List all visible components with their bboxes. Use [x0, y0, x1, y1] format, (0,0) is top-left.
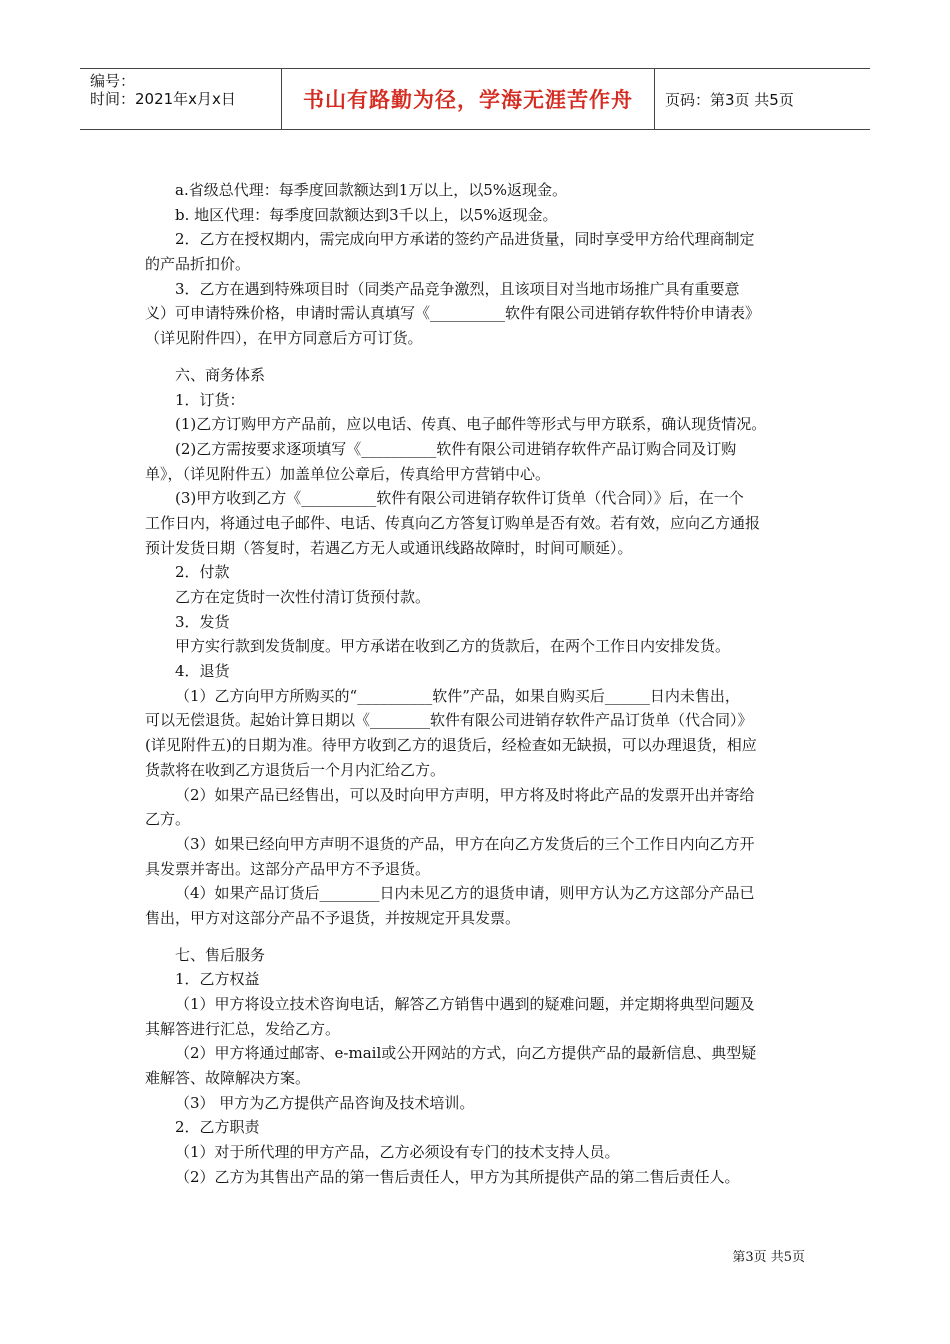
body-text-line: a.省级总代理：每季度回款额达到1万以上，以5%返现金。	[175, 181, 568, 199]
body-text-line: (2)乙方需按要求逐项填写《__________软件有限公司进销存软件产品订购合同及订购	[175, 439, 737, 458]
header-meta	[80, 69, 282, 129]
body-text-line: 预计发货日期（答复时，若遇乙方无人或通讯线路故障时，时间可顺延）。	[145, 538, 633, 557]
document-body	[145, 178, 813, 1190]
body-text-line: 乙方在定货时一次性付清订货预付款。	[175, 588, 431, 606]
body-text-line: 甲方实行款到发货制度。甲方承诺在收到乙方的货款后，在两个工作日内安排发货。	[175, 637, 731, 656]
body-text-line: 2．乙方职责	[175, 1118, 260, 1137]
body-text-line: 的产品折扣价。	[145, 255, 251, 274]
body-text-line: （1）甲方将设立技术咨询电话，解答乙方销售中遇到的疑难问题，并定期将典型问题及	[175, 995, 755, 1013]
body-text-line: 售出，甲方对这部分产品不予退货，并按规定开具发票。	[145, 908, 521, 927]
body-text-line: （2）乙方为其售出产品的第一售后责任人，甲方为其所提供产品的第二售后责任人。	[175, 1167, 740, 1186]
body-text-line: （2）如果产品已经售出，可以及时向甲方声明，甲方将及时将此产品的发票开出并寄给	[175, 785, 755, 804]
body-text-line: 货款将在收到乙方退货后一个月内汇给乙方。	[145, 760, 446, 779]
body-text-line: 可以无偿退货。起始计算日期以《________软件有限公司进销存软件产品订货单（代合同）》	[145, 711, 753, 730]
body-text-line: （4）如果产品订货后________日内未见乙方的退货申请，则甲方认为乙方这部分产品已	[175, 884, 755, 903]
body-text-line: 1．订货：	[175, 390, 245, 409]
document-number-label: 编号：	[90, 72, 136, 90]
body-text-line: 其解答进行汇总，发给乙方。	[145, 1019, 341, 1038]
body-text-line: 六、商务体系	[175, 365, 266, 384]
section-spacer	[145, 351, 813, 363]
body-text-line: b. 地区代理：每季度回款额达到3千以上，以5%返现金。	[175, 205, 558, 224]
body-text-line: 2．付款	[175, 563, 230, 582]
header-motto: 书山有路勤为径，学海无涯苦作舟	[282, 69, 655, 129]
body-text-line: (3)甲方收到乙方《__________软件有限公司进销存软件订货单（代合同）》后，在一个	[175, 489, 744, 508]
body-text-line: 单》，（详见附件五）加盖单位公章后，传真给甲方营销中心。	[145, 464, 551, 483]
body-text-line: 七、售后服务	[175, 945, 266, 964]
body-text-line: 1．乙方权益	[175, 970, 260, 989]
document-date-label: 时间：2021年x月x日	[90, 90, 236, 108]
body-text-line: 3．乙方在遇到特殊项目时（同类产品竞争激烈，且该项目对当地市场推广具有重要意	[175, 279, 740, 298]
page-header	[80, 68, 870, 130]
header-page-number: 页码：第3页 共5页	[665, 90, 794, 109]
body-text-line: 3．发货	[175, 612, 230, 631]
body-text-line: （3） 甲方为乙方提供产品咨询及技术培训。	[175, 1093, 475, 1112]
body-text-line: 具发票并寄出。这部分产品甲方不予退货。	[145, 859, 431, 878]
body-text-line: 义）可申请特殊价格，申请时需认真填写《__________软件有限公司进销存软件特价申请表》	[145, 304, 761, 323]
body-text-line: （1）对于所代理的甲方产品，乙方必须设有专门的技术支持人员。	[175, 1143, 620, 1162]
body-text-line: 2．乙方在授权期内，需完成向甲方承诺的签约产品进货量，同时享受甲方给代理商制定	[175, 230, 755, 249]
body-text-line: （3）如果已经向甲方声明不退货的产品，甲方在向乙方发货后的三个工作日内向乙方开	[175, 834, 755, 853]
body-text-line: (1)乙方订购甲方产品前，应以电话、传真、电子邮件等形式与甲方联系，确认现货情况。	[175, 415, 767, 434]
body-text-line: 乙方。	[145, 810, 191, 829]
body-text-line: （详见附件四），在甲方同意后方可订货。	[145, 329, 423, 348]
body-text-line: (详见附件五)的日期为准。待甲方收到乙方的退货后，经检查如无缺损，可以办理退货，相应	[145, 736, 757, 755]
body-text-line: （1）乙方向甲方所购买的“__________软件”产品，如果自购买后______日内未售出，	[175, 686, 740, 705]
body-text-line: 4．退货	[175, 662, 230, 681]
body-text-line: 难解答、故障解决方案。	[145, 1069, 311, 1088]
body-text-line: （2）甲方将通过邮寄、e-mail或公开网站的方式，向乙方提供产品的最新信息、典型疑	[175, 1044, 757, 1063]
body-text-line: 工作日内，将通过电子邮件、电话、传真向乙方答复订购单是否有效。若有效，应向乙方通报	[145, 513, 761, 532]
section-spacer	[145, 931, 813, 943]
page-footer: 第3页 共5页	[732, 1250, 805, 1265]
